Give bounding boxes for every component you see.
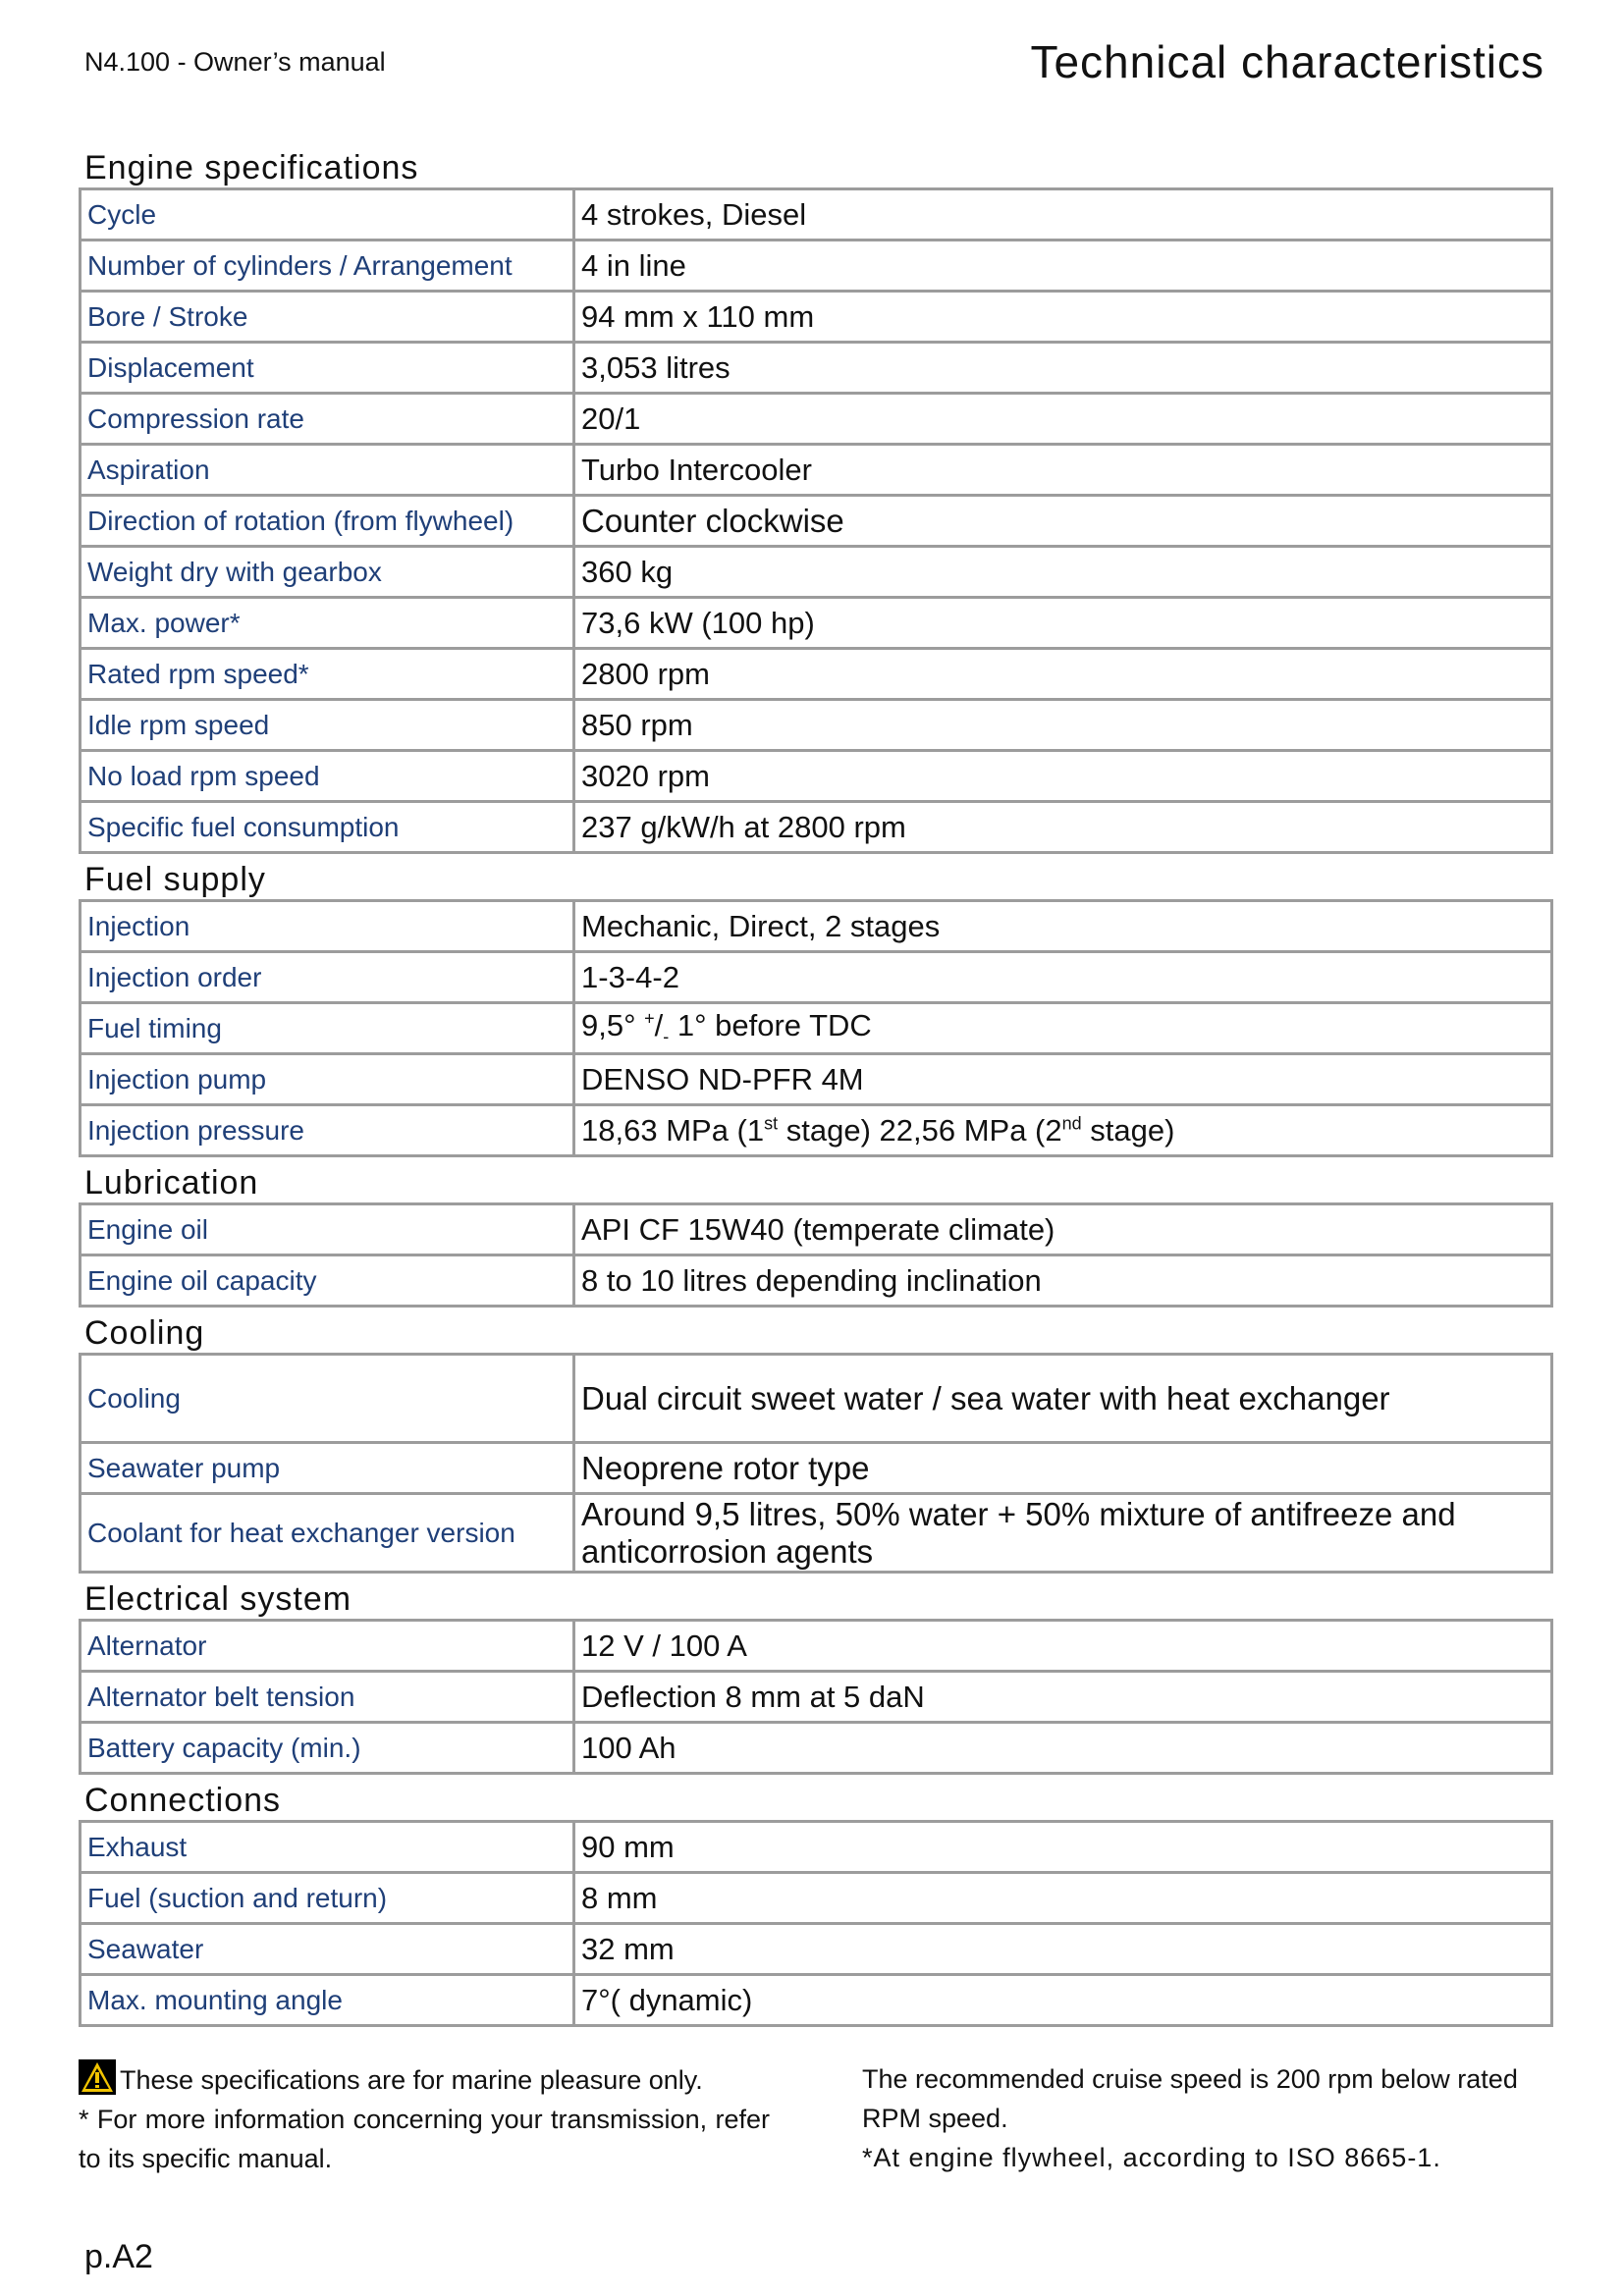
spec-label: Max. mounting angle: [81, 1975, 574, 2026]
fuel-supply-title: Fuel supply: [84, 861, 266, 898]
spec-value: 7°( dynamic): [574, 1975, 1552, 2026]
table-row: [81, 343, 1552, 394]
spec-label: Max. power*: [81, 598, 574, 649]
table-row: [81, 240, 1552, 292]
table-row: [81, 1105, 1552, 1156]
table-row: [81, 1621, 1552, 1672]
spec-value: 94 mm x 110 mm: [574, 292, 1552, 343]
section-heading: Technical characteristics: [1030, 36, 1544, 87]
table-row: [81, 445, 1552, 496]
spec-label: Idle rpm speed: [81, 700, 574, 751]
spec-value: 3020 rpm: [574, 751, 1552, 802]
cooling-title: Cooling: [84, 1314, 205, 1352]
spec-value: Neoprene rotor type: [574, 1443, 1552, 1494]
electrical-system-table: [79, 1619, 1553, 1775]
spec-label: Compression rate: [81, 394, 574, 445]
spec-value: Deflection 8 mm at 5 daN: [574, 1672, 1552, 1723]
notes-right: [862, 2059, 1553, 2177]
table-row: [81, 292, 1552, 343]
spec-label: Fuel timing: [81, 1003, 574, 1054]
spec-value: 1-3-4-2: [574, 952, 1552, 1003]
transmission-note: * For more information concerning your transmission, refer to its specific manual.: [79, 2105, 770, 2173]
spec-label: Engine oil: [81, 1204, 574, 1255]
spec-value: API CF 15W40 (temperate climate): [574, 1204, 1552, 1255]
document-title: N4.100 - Owner’s manual: [84, 47, 386, 77]
table-row: [81, 952, 1552, 1003]
spec-label: Coolant for heat exchanger version: [81, 1494, 574, 1573]
cruise-speed-note: The recommended cruise speed is 200 rpm below rated RPM speed.: [862, 2064, 1518, 2133]
warning-note: These specifications are for marine pleasure only.: [79, 2059, 770, 2100]
connections-table: [79, 1820, 1553, 2027]
engine-specifications-table: [79, 187, 1553, 854]
table-row: [81, 1723, 1552, 1774]
spec-label: Battery capacity (min.): [81, 1723, 574, 1774]
table-row: [81, 598, 1552, 649]
spec-value: 8 mm: [574, 1873, 1552, 1924]
table-row: [81, 1003, 1552, 1054]
spec-value: 100 Ah: [574, 1723, 1552, 1774]
flywheel-note: *At engine flywheel, according to ISO 8665-1.: [862, 2143, 1441, 2172]
spec-value: 90 mm: [574, 1822, 1552, 1873]
notes-left: [79, 2059, 770, 2178]
spec-content: [79, 142, 1553, 2027]
spec-value: 73,6 kW (100 hp): [574, 598, 1552, 649]
spec-label: Cooling: [81, 1355, 574, 1443]
spec-value: 20/1: [574, 394, 1552, 445]
cooling-table: [79, 1353, 1553, 1574]
spec-label: Injection pressure: [81, 1105, 574, 1156]
table-row: [81, 751, 1552, 802]
spec-label: Direction of rotation (from flywheel): [81, 496, 574, 547]
spec-value: Counter clockwise: [574, 496, 1552, 547]
spec-label: Weight dry with gearbox: [81, 547, 574, 598]
table-row: [81, 189, 1552, 240]
spec-value: Dual circuit sweet water / sea water with heat exchanger: [574, 1355, 1552, 1443]
table-row: [81, 1355, 1552, 1443]
spec-label: Specific fuel consumption: [81, 802, 574, 853]
spec-label: Injection pump: [81, 1054, 574, 1105]
spec-value: 360 kg: [574, 547, 1552, 598]
spec-label: Rated rpm speed*: [81, 649, 574, 700]
spec-label: Injection order: [81, 952, 574, 1003]
spec-value: 4 strokes, Diesel: [574, 189, 1552, 240]
page-number: p.A2: [84, 2238, 153, 2275]
spec-label: Injection: [81, 901, 574, 952]
table-row: [81, 1924, 1552, 1975]
spec-label: Exhaust: [81, 1822, 574, 1873]
spec-value: 850 rpm: [574, 700, 1552, 751]
spec-label: Bore / Stroke: [81, 292, 574, 343]
table-row: [81, 394, 1552, 445]
spec-value: Turbo Intercooler: [574, 445, 1552, 496]
table-row: [81, 1494, 1552, 1573]
engine-specifications-title: Engine specifications: [84, 149, 419, 187]
spec-value: DENSO ND-PFR 4M: [574, 1054, 1552, 1105]
table-row: [81, 1443, 1552, 1494]
spec-label: Engine oil capacity: [81, 1255, 574, 1307]
spec-value: Around 9,5 litres, 50% water + 50% mixture of antifreeze and anticorrosion agents: [574, 1494, 1552, 1573]
table-row: [81, 700, 1552, 751]
spec-value: 8 to 10 litres depending inclination: [574, 1255, 1552, 1307]
spec-value: 237 g/kW/h at 2800 rpm: [574, 802, 1552, 853]
spec-label: No load rpm speed: [81, 751, 574, 802]
spec-value: 2800 rpm: [574, 649, 1552, 700]
spec-value: 9,5° $^+/_-$ 1° before TDC: [574, 1003, 1552, 1054]
table-row: [81, 1822, 1552, 1873]
spec-value: Mechanic, Direct, 2 stages: [574, 901, 1552, 952]
table-row: [81, 649, 1552, 700]
spec-value: 32 mm: [574, 1924, 1552, 1975]
table-row: [81, 1975, 1552, 2026]
spec-label: Alternator belt tension: [81, 1672, 574, 1723]
table-row: [81, 1672, 1552, 1723]
table-row: [81, 547, 1552, 598]
spec-value: 18,63 MPa (1st stage) 22,56 MPa (2nd stage): [574, 1105, 1552, 1156]
spec-value: 12 V / 100 A: [574, 1621, 1552, 1672]
table-row: [81, 496, 1552, 547]
spec-label: Displacement: [81, 343, 574, 394]
table-row: [81, 1204, 1552, 1255]
spec-label: Cycle: [81, 189, 574, 240]
spec-label: Fuel (suction and return): [81, 1873, 574, 1924]
table-row: [81, 901, 1552, 952]
lubrication-table: [79, 1202, 1553, 1308]
spec-label: Number of cylinders / Arrangement: [81, 240, 574, 292]
spec-label: Seawater pump: [81, 1443, 574, 1494]
table-row: [81, 1873, 1552, 1924]
lubrication-title: Lubrication: [84, 1164, 259, 1201]
table-row: [81, 802, 1552, 853]
spec-value: 4 in line: [574, 240, 1552, 292]
connections-title: Connections: [84, 1782, 282, 1819]
fuel-supply-table: [79, 899, 1553, 1157]
electrical-system-title: Electrical system: [84, 1580, 352, 1618]
spec-value: 3,053 litres: [574, 343, 1552, 394]
table-row: [81, 1255, 1552, 1307]
spec-label: Aspiration: [81, 445, 574, 496]
warning-triangle-icon: [79, 2059, 116, 2095]
spec-label: Seawater: [81, 1924, 574, 1975]
table-row: [81, 1054, 1552, 1105]
spec-label: Alternator: [81, 1621, 574, 1672]
